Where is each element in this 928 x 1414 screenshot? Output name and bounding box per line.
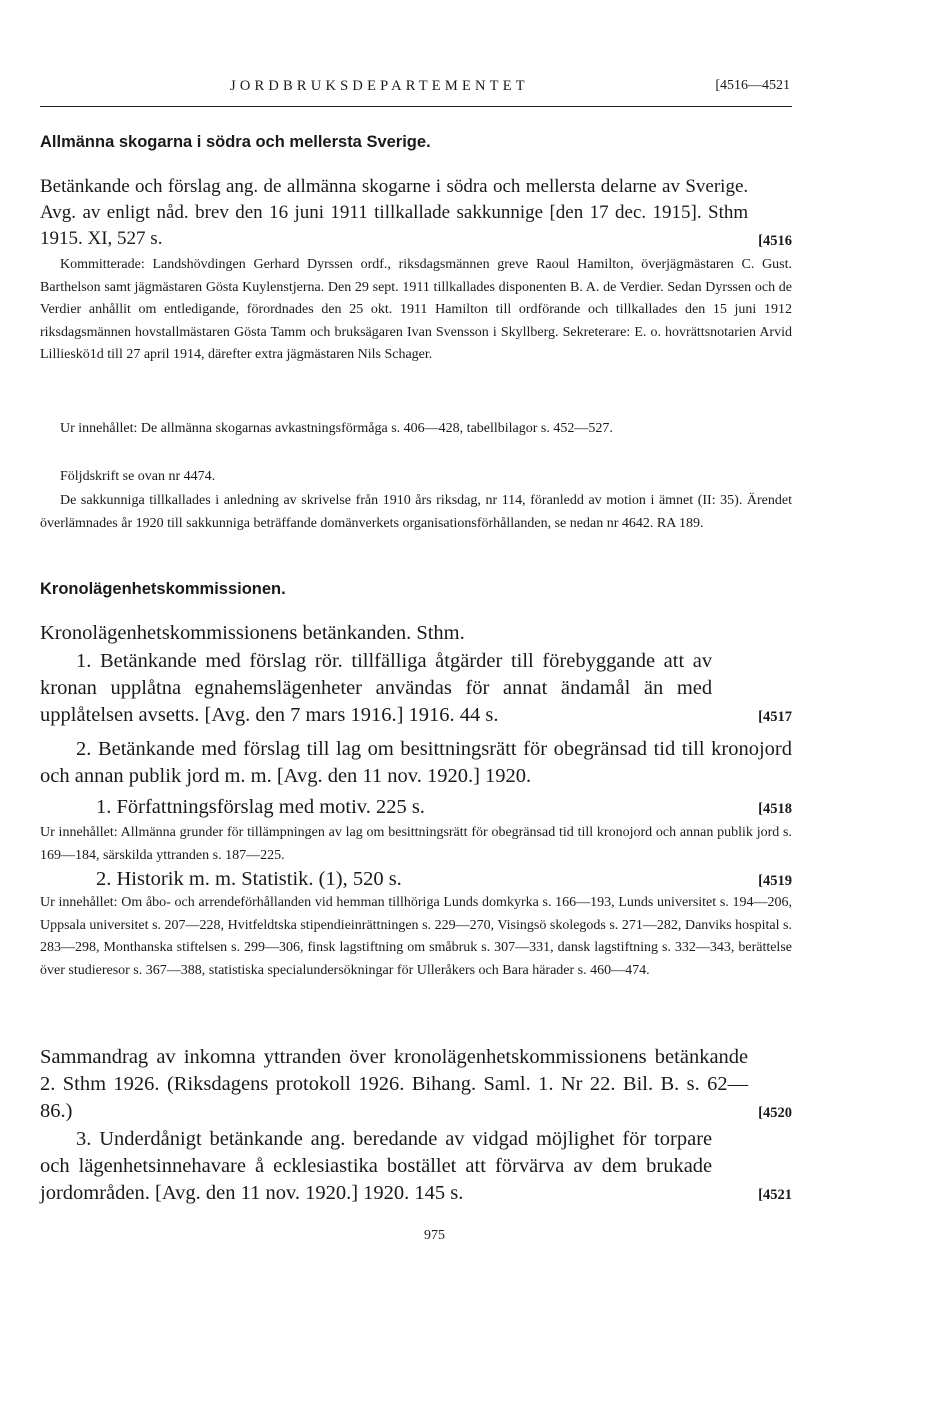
entry-ref: [4519 (758, 873, 792, 889)
section-heading-forests: Allmänna skogarna i södra och mellersta Sverige. (40, 133, 431, 151)
entry-4516 (40, 174, 792, 254)
number-range: [4516—4521 (715, 78, 790, 93)
background-note: De sakkunniga tillkallades i anledning av skrivelse från 1910 års riksdag, nr 114, föranledd av motion i ämnet (II: 35). Ärendet överlämnades år 1920 till sakkunniga beträffande domänverkets organisationsförhållanden, se nedan nr 4642. RA 189. (40, 493, 792, 531)
entry-item-2: 2. Betänkande med förslag till lag om besittningsrätt för obegränsad tid till kronojord och annan publik jord m. m. [Avg. den 11 nov. 1920.] 1920. (40, 738, 792, 787)
entry-text: Sammandrag av inkomna yttranden över kronolägenhetskommissionens betänkande 2. Sthm 1926. (Riksdagens protokoll 1926. Bihang. Saml. 1. Nr 22. Bil. B. s. 62—86.) (40, 1046, 749, 1122)
page-number: 975 (424, 1228, 445, 1243)
entry-text: 3. Underdånigt betänkande ang. beredande av vidgad möjlighet för torpare och lägenhetsinnehavare å ecklesiastika bostället att förvärva av dem brukade jordområden. [Avg. den 11 nov. 1920.] 1920. 145 s. (40, 1128, 713, 1204)
entry-ref: [4521 (758, 1187, 792, 1203)
entry-4521 (40, 1126, 792, 1209)
entry-4517 (40, 648, 792, 731)
page-header (40, 76, 792, 107)
entry-ref: [4517 (758, 709, 792, 725)
entry-4520 (40, 1044, 792, 1127)
section-heading-commission: Kronolägenhetskommissionen. (40, 580, 286, 598)
entry-ref: [4520 (758, 1105, 792, 1121)
contents-4519: Ur innehållet: Om åbo- och arrendeförhållanden vid hemman tillhöriga Lunds domkyrka s. 166—193, Lunds universitet s. 194—206, Uppsala universitet s. 207—228, Hvitfeldtska stipendieinrättningen s. 229—270, Visingsö skolegods s. 271—282, Danviks hospital s. 283—298, Monthanska stiftelsen s. 299—306, finsk lagstiftning om småbruk s. 307—331, dansk lagstiftning s. 332—343, berättelse över studieresor s. 367—388, statistiska specialundersökningar för Ulleråkers och Bara härader s. 460—474. (40, 895, 792, 978)
contents-4518: Ur innehållet: Allmänna grunder för tillämpningen av lag om besittningsrätt för obegränsad tid till kronojord och annan publik jord s. 169—184, särskilda yttranden s. 187—225. (40, 825, 792, 863)
entry-ref: [4518 (758, 801, 792, 817)
entry-4518 (40, 794, 792, 823)
running-head: JORDBRUKSDEPARTEMENTET (230, 78, 529, 94)
contents-note: Ur innehållet: De allmänna skogarnas avkastningsförmåga s. 406—428, tabellbilagor s. 452—527. (60, 421, 613, 436)
entry-text: 1. Betänkande med förslag rör. tillfälliga åtgärder till förebyggande att av kronan upplåtna egnahemslägenheter användas för annat ändamål än med upplåtelsen avsetts. [Avg. den 7 mars 1916.] 1916. 44 s. (40, 650, 713, 726)
series-title: Kronolägenhetskommissionens betänkanden. Sthm. (40, 622, 465, 644)
entry-title: 1. Författningsförslag med motiv. 225 s. (96, 796, 425, 818)
follow-up-note: Följdskrift se ovan nr 4474. (60, 469, 216, 484)
entry-title: 2. Historik m. m. Statistik. (1), 520 s. (96, 868, 402, 890)
entry-ref: [4516 (758, 233, 792, 249)
entry-text: Betänkande och förslag ang. de allmänna skogarne i södra och mellersta delarne av Sverige. Avg. av enligt nåd. brev den 16 juni 1911 tillkallade sakkunnige [den 17 dec. 1915]. Sthm 1915. XI, 527 s. (40, 176, 749, 249)
entry-4519 (40, 866, 792, 895)
committee-note: Kommitterade: Landshövdingen Gerhard Dyrssen ordf., riksdagsmännen greve Raoul Hamilton, överjägmästaren C. Gust. Barthelson samt jägmästaren Gösta Kuylenstjerna. Den 29 sept. 1911 tillkallades disponenten B. A. de Verdier. Sedan Dyrssen och de Verdier anhållit om entledigande, förordnades den 25 okt. 1911 Hamilton till ordförande och tillkallades den 15 juni 1912 riksdagsmännen hovstallmästaren Gösta Tamm och bruksägaren Ivan Svensson i Skyllberg. Sekreterare: E. o. hovrättsnotarien Arvid Lillieskö1d till 27 april 1914, därefter extra jägmästaren Nils Schager. (40, 257, 792, 362)
